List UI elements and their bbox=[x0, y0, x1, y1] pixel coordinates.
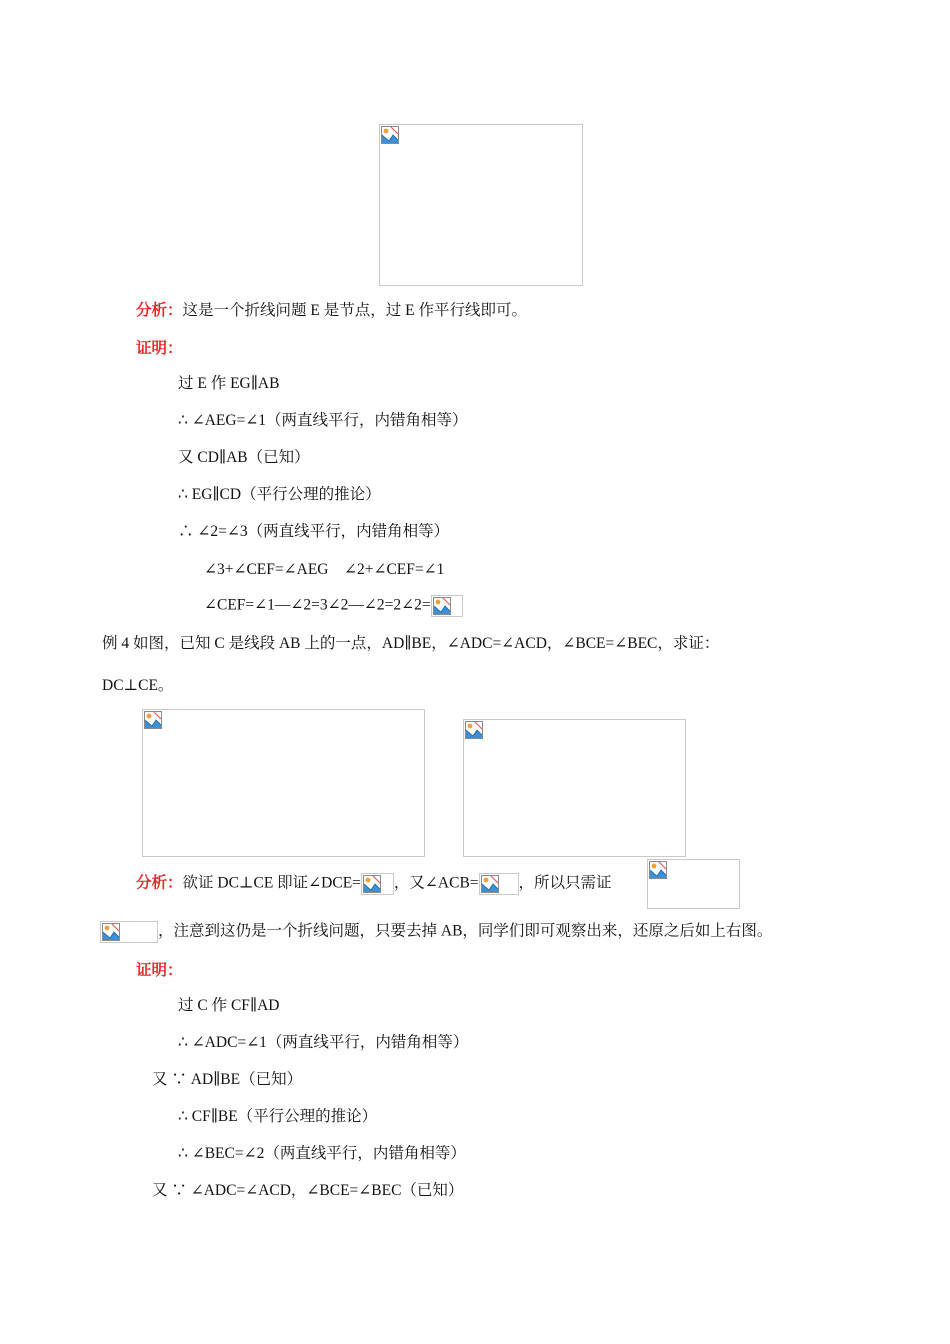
broken-image-icon bbox=[144, 711, 162, 729]
proof-step: 过 C 作 CF∥AD bbox=[178, 997, 280, 1014]
analysis-text-c: ，所以只需证 bbox=[518, 874, 612, 892]
proof-step-text: ∠CEF=∠1—∠2=3∠2—∠2=2∠2= bbox=[204, 596, 431, 614]
inline-formula-image bbox=[361, 873, 394, 895]
broken-image-icon bbox=[481, 875, 499, 893]
broken-image-icon bbox=[465, 721, 483, 739]
inline-formula-image bbox=[479, 873, 519, 895]
proof-step: ∴ CF∥BE（平行公理的推论） bbox=[178, 1108, 378, 1125]
proof-label: 证明： bbox=[136, 340, 183, 357]
inline-formula-image bbox=[431, 595, 463, 617]
proof-step: ∴ ∠2=∠3（两直线平行，内错角相等） bbox=[178, 523, 450, 540]
analysis-label: 分析： bbox=[136, 874, 183, 892]
broken-image-icon bbox=[649, 861, 667, 879]
figure-right-placeholder bbox=[463, 719, 686, 857]
inline-formula-image bbox=[100, 921, 158, 943]
proof-step: ∴ ∠AEG=∠1（两直线平行，内错角相等） bbox=[178, 412, 468, 429]
analysis-text: 这是一个折线问题 E 是节点，过 E 作平行线即可。 bbox=[182, 302, 527, 319]
analysis-text-b: ，又∠ACB= bbox=[393, 874, 479, 892]
figure-left-placeholder bbox=[142, 709, 425, 857]
proof-label-2: 证明： bbox=[136, 962, 183, 979]
proof-step: 又 CD∥AB（已知） bbox=[178, 449, 310, 466]
analysis-line-2 bbox=[136, 873, 612, 895]
example-4-line-2: DC⊥CE。 bbox=[102, 677, 174, 694]
proof-step: ∠3+∠CEF=∠AEG ∠2+∠CEF=∠1 bbox=[204, 561, 445, 578]
analysis-line bbox=[136, 301, 527, 321]
proof-step: ∴ EG∥CD（平行公理的推论） bbox=[178, 486, 381, 503]
analysis-text-a: 欲证 DC⊥CE 即证∠DCE= bbox=[182, 874, 361, 892]
proof-step bbox=[204, 595, 463, 617]
proof-step: 过 E 作 EG∥AB bbox=[178, 375, 280, 392]
analysis-line-3 bbox=[100, 921, 772, 943]
inline-formula-image-large bbox=[647, 859, 740, 909]
proof-step: ∴ ∠ADC=∠1（两直线平行，内错角相等） bbox=[178, 1034, 469, 1051]
analysis-label: 分析： bbox=[136, 302, 183, 319]
analysis-text-d: ，注意到这仍是一个折线问题，只要去掉 AB，同学们即可观察出来，还原之后如上右图。 bbox=[158, 922, 773, 940]
proof-step: 又 ∵ AD∥BE（已知） bbox=[152, 1071, 303, 1088]
proof-step: 又 ∵ ∠ADC=∠ACD，∠BCE=∠BEC（已知） bbox=[152, 1182, 464, 1199]
proof-step: ∴ ∠BEC=∠2（两直线平行，内错角相等） bbox=[178, 1145, 466, 1162]
broken-image-icon bbox=[433, 597, 451, 615]
figure-image-placeholder bbox=[379, 124, 583, 286]
example-4-line-1: 例 4 如图，已知 C 是线段 AB 上的一点，AD∥BE，∠ADC=∠ACD，∠BCE=∠BEC，求证： bbox=[102, 635, 720, 652]
broken-image-icon bbox=[381, 126, 399, 144]
broken-image-icon bbox=[363, 875, 381, 893]
broken-image-icon bbox=[102, 923, 120, 941]
